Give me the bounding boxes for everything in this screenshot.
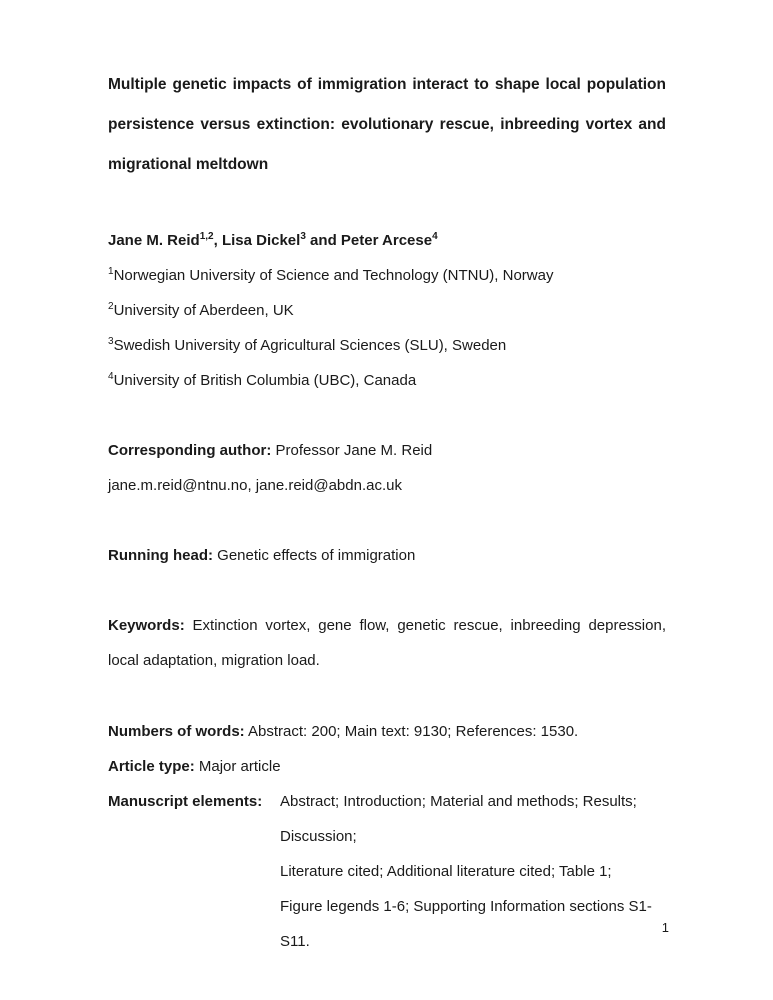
running-head-text: Genetic effects of immigration [213, 547, 416, 564]
manuscript-elements-line: Literature cited; Additional literature cited; Table 1; [280, 863, 612, 880]
page-number: 1 [661, 920, 669, 935]
affiliation-text: University of British Columbia (UBC), Canada [113, 372, 417, 389]
affiliation-line [108, 258, 666, 293]
author-name: , Lisa Dickel [213, 232, 301, 249]
authors-line [108, 223, 666, 258]
manuscript-elements-label: Manuscript elements: [108, 793, 263, 810]
affiliation-marker: 2 [108, 301, 114, 312]
affiliation-line [108, 328, 666, 363]
article-type-text: Major article [194, 758, 281, 775]
word-counts-label: Numbers of words: [108, 723, 245, 740]
article-type-label: Article type: [108, 758, 195, 775]
manuscript-elements-list [280, 784, 666, 959]
corresponding-author-line [108, 433, 666, 468]
keywords-label: Keywords: [108, 617, 185, 634]
corresponding-author-emails: jane.m.reid@ntnu.no, jane.reid@abdn.ac.uk [108, 477, 402, 494]
author-name: Jane M. Reid [108, 232, 200, 249]
manuscript-elements-line: Figure legends 1-6; Supporting Information sections S1-S11. [280, 898, 652, 950]
corresponding-author-label: Corresponding author: [108, 442, 272, 459]
manuscript-elements-block [108, 784, 666, 959]
affiliation-marker: 3 [108, 336, 114, 347]
author-name: and Peter Arcese [305, 232, 433, 249]
author-affiliation-marker: 3 [300, 231, 306, 242]
author-affiliation-marker: 4 [432, 231, 438, 242]
author-affiliation-marker: 1,2 [199, 231, 214, 242]
affiliation-marker: 1 [108, 266, 114, 277]
keywords-text: Extinction vortex, gene flow, genetic rescue, inbreeding depression, local adaptation, migration load. [108, 617, 666, 669]
manuscript-elements-line: Abstract; Introduction; Material and methods; Results; Discussion; [280, 793, 637, 845]
affiliation-line [108, 293, 666, 328]
running-head-label: Running head: [108, 547, 213, 564]
affiliation-text: Norwegian University of Science and Technology (NTNU), Norway [113, 267, 554, 284]
keywords-line [108, 608, 666, 678]
page-content [108, 65, 666, 959]
affiliation-text: University of Aberdeen, UK [113, 302, 294, 319]
affiliation-text: Swedish University of Agricultural Sciences (SLU), Sweden [113, 337, 507, 354]
corresponding-author-name: Professor Jane M. Reid [271, 442, 433, 459]
paper-title: Multiple genetic impacts of immigration interact to shape local population persistence versus extinction: evolutionary rescue, inbreeding vortex and migrational meltdown [108, 76, 666, 173]
running-head-line [108, 538, 666, 573]
word-counts-line [108, 714, 666, 749]
affiliation-line [108, 363, 666, 398]
affiliation-marker: 4 [108, 371, 114, 382]
word-counts-text: Abstract: 200; Main text: 9130; References: 1530. [244, 723, 579, 740]
article-type-line [108, 749, 666, 784]
